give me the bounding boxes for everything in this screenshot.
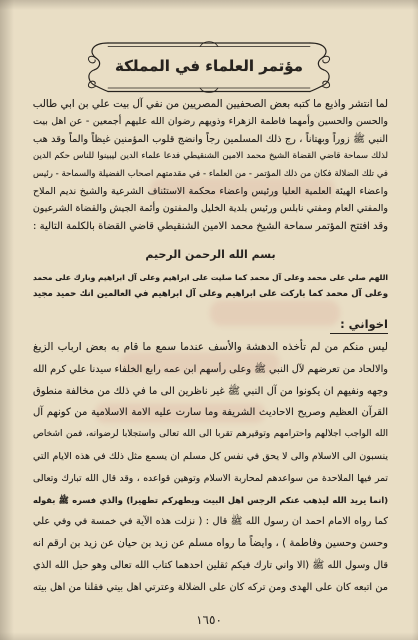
intro-paragraph (33, 96, 388, 235)
text-line: وحسن وحسين وفاطمة ) ، وايضاً ما رواه مسلم عن زيد بن حيان عن زيد بن ارقم انه (33, 537, 388, 550)
text-line: والمفتي العام ومفتي نابلس ورئيس بلدية الخليل والمفتون وأئمة الجيش والقضاة الشرعيون (33, 203, 388, 215)
address-heading: اخواني : (330, 316, 388, 334)
title-ornament-frame (82, 38, 336, 96)
text-line: والحسن والحسين وأمهما فاطمة الزهراء وذويهم رضوان الله عليهم أجمعين - عن اهل بيت (33, 116, 388, 128)
text-line: كما رواه الامام احمد ان رسول الله ﷺ قال : ( نزلت هذه الآية في خمسة في وفي علي (33, 516, 388, 528)
address-heading-row (33, 313, 388, 333)
text-line: لذلك سماحة قاضي القضاة الشيخ محمد الامين الشنقيطي فدعا علماء الدين ليبينوا للناس حكم الدين (33, 151, 388, 162)
text-line: الله الواجب اجلالهم واحترامهم وتوقيرهم تقربا الى الله تعالى واستجلابا لرضوانه، فمن اشخاص (33, 429, 388, 440)
text-line: واعضاء الهيئة العلمية العليا ورئيس واعضاء محكمة الاستئناف الشرعية والشيخ نديم الملاح (33, 185, 388, 197)
text-line: وعلى آل محمد كما باركت على ابراهيم وعلى آل ابراهيم في العالمين انك حميد مجيد (33, 289, 388, 299)
quran-verse-line: (انما يريد الله ليذهب عنكم الرجس اهل البيت ويطهركم تطهيرا) والذي فسره ﷺ بقوله (33, 494, 388, 505)
text-line: وقد افتتح المؤتمر سماحة الشيخ محمد الامين الشنقيطي قاضي القضاة بالكلمة التالية : (33, 220, 388, 232)
text-line: تمر فيها الملاحدة من سواعدهم لمحاربة الاسلام وتوهين قواعده ، وقد قال الله تبارك وتعالى (33, 472, 388, 484)
text-line: من اتبعه كان على الهدى ومن تركه كان على الضلالة وعترتي اهل بيتي فقلنا من اهل بيته (33, 581, 388, 593)
text-line: ينسبون الى الاسلام والى لا يحق في نفس كل مسلم ان يسمع مثل ذلك في هذه الايام التي (33, 450, 388, 462)
text-line: لما انتشر واذيع ما كتبه بعض الصحفيين المصريين من نفي آل بيت علي بن ابي طالب (33, 98, 388, 110)
basmala-heading: بسم الله الرحمن الرحيم (145, 248, 276, 261)
text-line: والالحاد من تعرضهم لآل النبي ﷺ وعلى رأسهم ابن عمه رابع الخلفاء سيدنا علي كرم الله (33, 363, 388, 375)
page-title: مؤتمر العلماء في المملكة (115, 57, 303, 75)
text-line: وجهه ونفيهم ان يكونوا من آل النبي ﷺ غير ناظرين الى ما في ذلك من مخالفة منطوق (33, 385, 388, 397)
text-line: ليس منكم من لم تأخذه الدهشة والأسف عندما سمع ما قام به بعض ارباب الزيغ (33, 341, 388, 353)
text-line: اللهم صلي على محمد وعلى آل محمد كما صليت على ابراهيم وعلى آل ابراهيم وبارك على محمد (33, 273, 388, 282)
speech-paragraph (33, 337, 388, 599)
text-line: قال وسول الله ﷺ (الا واني تارك فيكم ثقلين احدهما كتاب الله تعالى وهو حبل الله الذي (33, 559, 388, 571)
text-line: النبي ﷺ زوراً وبهتاناً ، رج ذلك المسلمين رجاً وانضج قلوب المؤمنين غيظاً والماً وقد هب (33, 133, 388, 145)
salawat-paragraph (33, 269, 388, 303)
text-line: في تلك الضلالة فكان من ذلك المؤتمر - من العلماء - في مقدمتهم اصحاب الفضيلة والسماحة - رئيس (33, 168, 388, 179)
text-line: القرآن العظيم وصريح الاحاديث الشريفة وما سارت عليه الامة الاسلامية من كونهم آل (33, 407, 388, 419)
page-number: ١٦٥٠ (196, 613, 222, 627)
